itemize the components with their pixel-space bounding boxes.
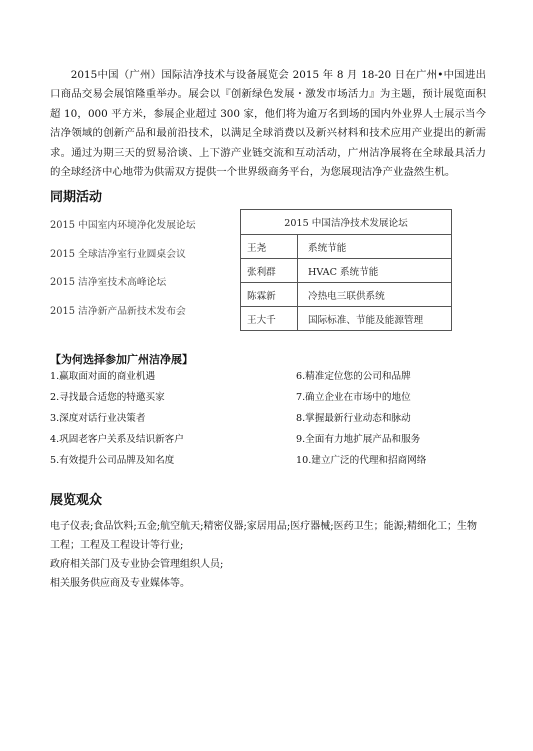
- speaker-name: 王大千: [241, 307, 298, 331]
- intro-paragraph: 2015中国（广州）国际洁净技术与设备展览会 2015 年 8 月 18-20 日在广州•中国进出口商品交易会展馆隆重举办。展会以『创新绿色发展・激发市场活力』为主题，预计展览面积超 10，000 平方米，参展企业超过 300 家，他们将为逾万名到场的国内外业界人士展示当今洁净领域的创新产品和最前沿技术，以满足全球消费以及新兴材料和技术应用产业提出的新需求。通过为期三天的贸易洽谈、上下游产业链交流和互动活动，广州洁净展将在全球最具活力的全球经济中心地带为供需双方提供一个世界级商务平台，为您展现洁净产业盎然生机。: [50, 69, 486, 179]
- speaker-topic: 冷热电三联供系统: [298, 283, 452, 307]
- audience-line: 政府相关部门及专业协会管理组织人员;: [50, 559, 224, 570]
- reason-item: 5.有效提升公司品牌及知名度: [50, 455, 175, 466]
- table-row: [241, 283, 452, 307]
- reason-item: 10.建立广泛的代理和招商网络: [296, 455, 427, 466]
- table-row: [241, 235, 452, 259]
- speaker-name: 王尧: [241, 235, 298, 259]
- table-row: [241, 259, 452, 283]
- forum-caption: 2015 中国洁净技术发展论坛: [241, 210, 452, 235]
- audience-body: [50, 517, 484, 593]
- reason-item: 8.掌握最新行业动态和脉动: [296, 413, 411, 424]
- event-item: 2015 中国室内环境净化发展论坛: [50, 220, 196, 231]
- why-attend-heading: 【为何选择参加广州洁净展】: [50, 353, 193, 366]
- audience-heading: 展览观众: [50, 493, 103, 508]
- event-item: 2015 洁净新产品新技术发布会: [50, 305, 186, 317]
- forum-caption-row: [241, 210, 452, 235]
- concurrent-events-list: [50, 219, 240, 333]
- audience-line: 电子仪表;食品饮料;五金;航空航天;精密仪器;家居用品;医疗器械;医药卫生；能源;精细化工；生物工程；工程及工程设计等行业;: [50, 521, 477, 551]
- reason-item: 2.寻找最合适您的特邀买家: [50, 392, 165, 403]
- reason-item: 1.赢取面对面的商业机遇: [50, 371, 156, 382]
- event-item: 2015 洁净室技术高峰论坛: [50, 277, 167, 288]
- reason-item: 3.深度对话行业决策者: [50, 413, 146, 424]
- reason-item: 7.确立企业在市场中的地位: [296, 392, 411, 403]
- reason-item: 4.巩固老客户关系及结识新客户: [50, 434, 184, 445]
- event-item: 2015 全球洁净室行业圆桌会议: [50, 248, 186, 260]
- concurrent-events-heading: 同期活动: [50, 190, 103, 205]
- reason-item: 9.全面有力地扩展产品和服务: [296, 434, 421, 445]
- table-row: [241, 307, 452, 331]
- speaker-name: 陈霖新: [241, 283, 298, 307]
- speaker-topic: HVAC 系统节能: [298, 259, 452, 283]
- speaker-name: 张利群: [241, 259, 298, 283]
- forum-speakers-table: [240, 209, 452, 331]
- reason-item: 6.精准定位您的公司和品牌: [296, 371, 411, 382]
- audience-line: 相关服务供应商及专业媒体等。: [50, 578, 190, 589]
- speaker-topic: 国际标准、节能及能源管理: [298, 307, 452, 331]
- speaker-topic: 系统节能: [298, 235, 452, 259]
